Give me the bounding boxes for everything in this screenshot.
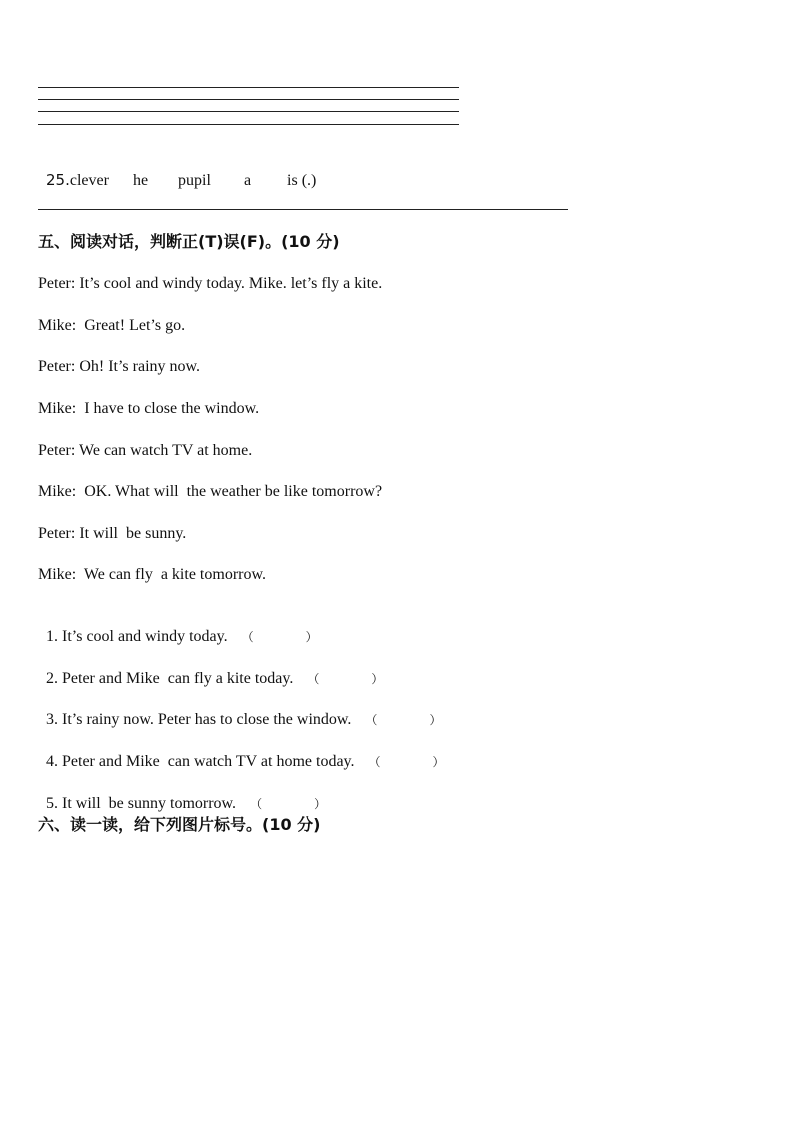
dialogue-line: Peter: We can watch TV at home. (38, 442, 253, 459)
answer-blank[interactable] (307, 669, 383, 689)
scrambled-word: clever (69, 172, 109, 189)
open-paren: （ (307, 672, 320, 686)
scrambled-word: is (.) (287, 172, 317, 189)
question-25 (38, 150, 316, 191)
close-paren: ） (432, 755, 445, 769)
dialogue-line: Mike: Great! Let’s go. (38, 317, 186, 334)
dialogue-line: Mike: I have to close the window. (38, 400, 260, 417)
close-paren: ） (305, 630, 318, 644)
true-false-question (38, 690, 441, 730)
open-paren: （ (368, 755, 381, 769)
true-false-question (38, 607, 318, 647)
true-false-question (38, 732, 445, 772)
answer-blank[interactable] (369, 752, 445, 772)
answer-blank[interactable] (250, 794, 326, 814)
question-text: 5. It will be sunny tomorrow. (46, 795, 237, 812)
close-paren: ） (371, 672, 384, 686)
question-text: 3. It’s rainy now. Peter has to close the window. (46, 711, 352, 728)
answer-line-25[interactable] (38, 209, 568, 210)
dialogue-line: Mike: OK. What will the weather be like tomorrow? (38, 483, 383, 500)
scrambled-word: a (243, 172, 252, 189)
question-number: 25. (46, 171, 70, 189)
true-false-question (38, 649, 383, 689)
question-text: 2. Peter and Mike can fly a kite today. (46, 670, 294, 687)
scrambled-word: he (132, 172, 149, 189)
answer-line-1 (38, 87, 459, 88)
scrambled-word: pupil (178, 172, 211, 189)
answer-line-2 (38, 99, 459, 100)
close-paren: ） (314, 797, 327, 811)
dialogue-line: Peter: It’s cool and windy today. Mike. let’s fly a kite. (38, 275, 383, 292)
answer-blank[interactable] (242, 627, 318, 647)
open-paren: （ (241, 630, 254, 644)
dialogue-line: Mike: We can fly a kite tomorrow. (38, 566, 266, 583)
answer-line-3 (38, 111, 459, 112)
question-text: 4. Peter and Mike can watch TV at home today. (46, 753, 355, 770)
close-paren: ） (429, 713, 442, 727)
section-5-title: 五、阅读对话，判断正(T)误(F)。(10 分) (38, 232, 340, 251)
dialogue-line: Peter: Oh! It’s rainy now. (38, 358, 201, 375)
open-paren: （ (365, 713, 378, 727)
answer-blank[interactable] (365, 710, 441, 730)
answer-line-4 (38, 124, 459, 125)
question-text: 1. It’s cool and windy today. (46, 628, 228, 645)
open-paren: （ (250, 797, 263, 811)
section-6-title: 六、读一读，给下列图片标号。(10 分) (38, 815, 321, 834)
true-false-question (38, 774, 326, 814)
dialogue-line: Peter: It will be sunny. (38, 525, 187, 542)
